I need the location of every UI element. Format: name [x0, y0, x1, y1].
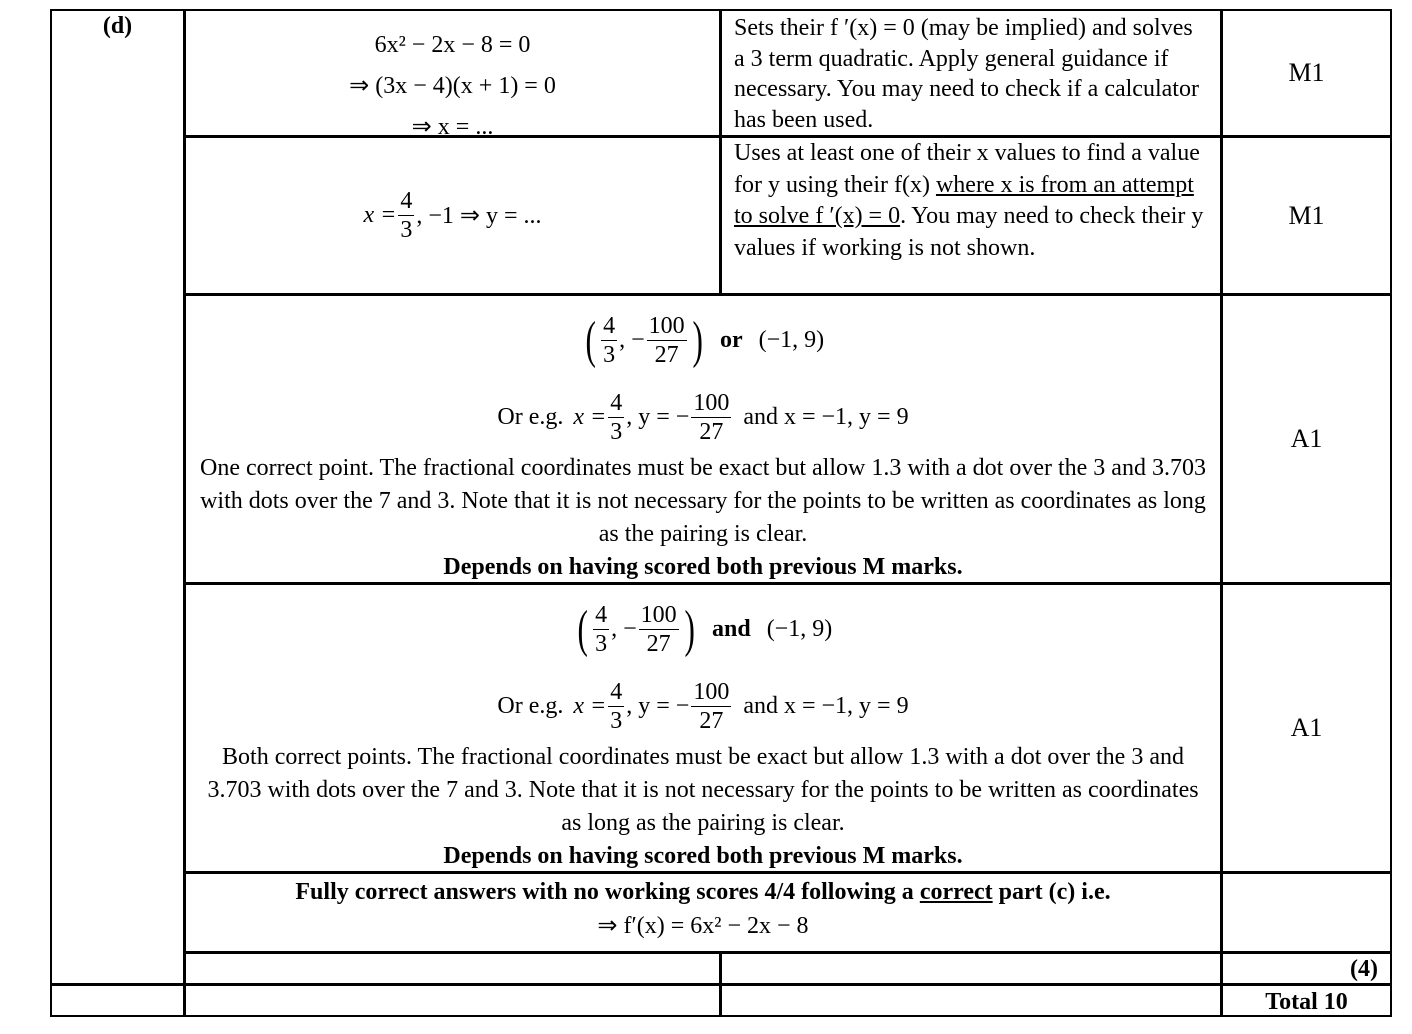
fraction: $\frac{100}{27}$	[693, 389, 730, 445]
mark-cell-2	[1221, 136, 1392, 295]
depends-note: Depends on having scored both previous M marks.	[443, 843, 963, 869]
total-cell	[1221, 984, 1392, 1017]
fraction: $\frac{100}{27}$	[648, 312, 685, 368]
mark-cell-1	[1221, 9, 1392, 137]
note-text: Fully correct answers with no working scores 4/4 following a	[295, 879, 920, 905]
fraction	[398, 187, 414, 244]
mark-cell-3	[1221, 294, 1392, 584]
guidance-underlined: where x is from an attempt to solve f ′(x) = 0	[734, 171, 1194, 229]
total: Total 10	[1265, 989, 1348, 1015]
guidance-text: Sets their f ′(x) = 0 (may be implied) and solves a 3 term quadratic. Apply general guidance if necessary. You may need to check if a calculator has been used.	[734, 15, 1199, 133]
empty-cell	[720, 984, 1222, 1017]
working-prefix: x =	[363, 202, 397, 228]
working-cell-2	[184, 136, 721, 295]
empty-cell	[184, 952, 721, 985]
empty-cell	[50, 984, 185, 1017]
coordinate-pair: ( $\frac{4}{3}$ , − $\frac{100}{27}$ ) or (−1, 9)	[585, 311, 825, 369]
guidance-text: Uses at least one of their x values to find a value for y using their f(x)	[734, 140, 1200, 198]
second-point: (−1, 9)	[758, 326, 825, 353]
denominator: 3	[400, 217, 413, 243]
part-label: (d)	[102, 13, 133, 39]
note-text: One correct point. The fractional coordinates must be exact but allow 1.3 with a dot over the 3 and 3.703 with dots over the 7 and 3. Note that it is not necessary for the points to be written as coordinates as long as the pairing is clear.	[200, 455, 1206, 547]
guidance-text: . You may need to check their y values if working is not shown.	[734, 203, 1204, 261]
working-suffix: , −1 ⇒ y = ...	[416, 203, 542, 229]
no-working-cell	[184, 872, 1222, 953]
example-line: Or e.g. x = $\frac{4}{3}$ , y = − $\frac{100}{27}$ and x = −1, y = 9	[497, 678, 909, 734]
working-line: 6x² − 2x − 8 = 0	[374, 32, 531, 58]
note-text: part (c) i.e.	[992, 879, 1111, 905]
fraction: $\frac{4}{3}$	[595, 601, 608, 657]
connector: or	[720, 326, 743, 353]
working-cell-1	[184, 9, 721, 140]
working-line: ⇒ x = ...	[411, 114, 494, 140]
subtotal-cell	[1221, 952, 1392, 985]
example-line: Or e.g. x = $\frac{4}{3}$ , y = − $\frac{100}{27}$ and x = −1, y = 9	[497, 389, 909, 445]
mark: M1	[1288, 58, 1325, 87]
depends-note: Depends on having scored both previous M marks.	[443, 554, 963, 580]
mark: A1	[1290, 424, 1323, 453]
answer-cell-1	[184, 294, 1222, 584]
guidance-cell-2	[720, 136, 1222, 295]
mark: M1	[1288, 200, 1325, 230]
connector: and	[711, 615, 751, 642]
mark: A1	[1290, 713, 1323, 742]
derivative-expression: ⇒ f′(x) = 6x² − 2x − 8	[597, 913, 809, 939]
empty-cell	[720, 952, 1222, 985]
fraction: $\frac{4}{3}$	[603, 312, 616, 368]
mark-cell-5	[1221, 872, 1392, 953]
fraction: $\frac{100}{27}$	[640, 601, 677, 657]
note-underlined: correct	[919, 879, 993, 905]
mark-cell-4	[1221, 583, 1392, 873]
working-line: ⇒ (3x − 4)(x + 1) = 0	[349, 73, 556, 99]
numerator: 4	[400, 188, 413, 214]
note-text: Both correct points. The fractional coordinates must be exact but allow 1.3 with a dot over the 3 and 3.703 with dots over the 7 and 3. Note that it is not necessary for the points to be written as coordinates as long as the pairing is clear.	[207, 744, 1199, 836]
fraction: $\frac{100}{27}$	[693, 678, 730, 734]
answer-cell-2	[184, 583, 1222, 873]
coordinate-pair: ( $\frac{4}{3}$ , − $\frac{100}{27}$ ) and (−1, 9)	[577, 600, 833, 658]
fraction: $\frac{4}{3}$	[610, 389, 623, 445]
question-label-cell	[50, 9, 185, 985]
guidance-cell-1	[720, 9, 1222, 137]
second-point: (−1, 9)	[766, 615, 833, 642]
empty-cell	[184, 984, 721, 1017]
fraction: $\frac{4}{3}$	[610, 678, 623, 734]
subtotal: (4)	[1350, 956, 1378, 982]
